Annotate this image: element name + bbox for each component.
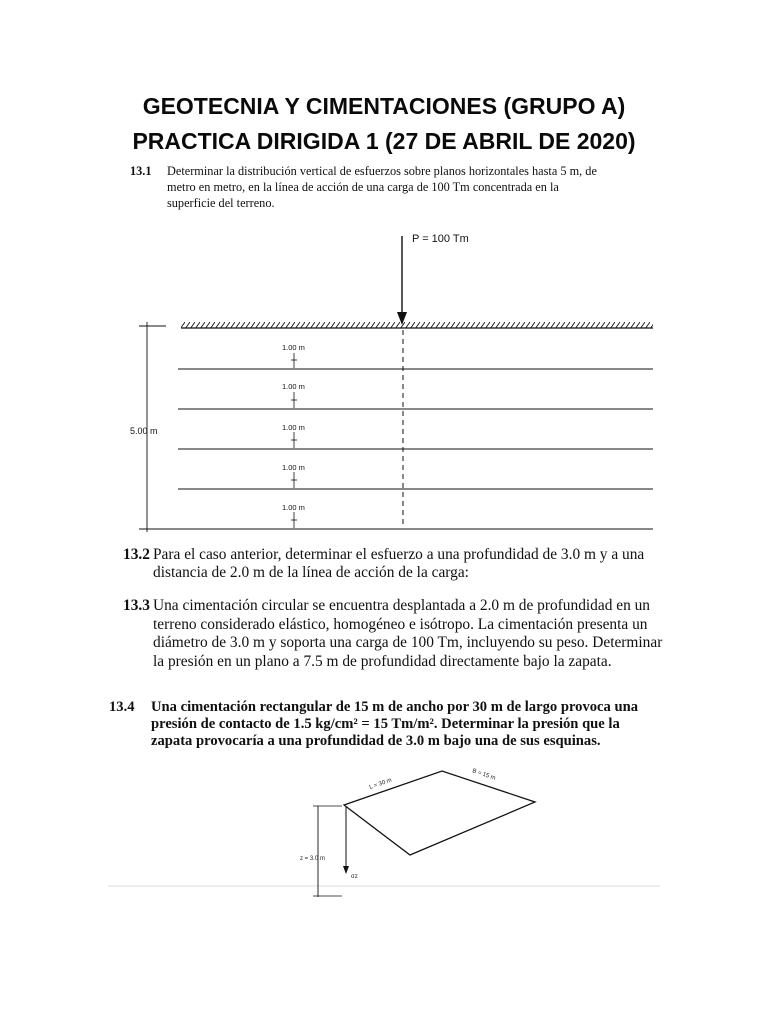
- problem-number: 13.3: [123, 597, 150, 614]
- problem-text: Determinar la distribución vertical de esfuerzos sobre planos horizontales hasta 5 m, de metro en metro, en la línea de acción de una carga de 100 Tm concentrada en la superficie del terreno.: [167, 164, 597, 210]
- stress-arrow-head: [343, 866, 349, 874]
- width-label: B = 15 m: [471, 768, 497, 782]
- stress-label: σz: [351, 874, 358, 880]
- load-label: P = 100 Tm: [412, 233, 469, 245]
- total-depth-label: 5.00 m: [130, 426, 158, 436]
- depth-label: z = 3.0 m: [300, 856, 325, 862]
- problem-text: Para el caso anterior, determinar el esfuerzo a una profundidad de 3.0 m y a una distancia de 2.0 m de la línea de acción de la carga:: [153, 546, 645, 581]
- layer-label-1: 1.00 m: [282, 343, 305, 352]
- problem-number: 13.4: [109, 699, 135, 715]
- layer-label-4: 1.00 m: [282, 463, 305, 472]
- document-title: GEOTECNIA Y CIMENTACIONES (GRUPO A): [142, 93, 626, 119]
- problem-number: 13.2: [123, 546, 150, 563]
- problem-text: Una cimentación rectangular de 15 m de ancho por 30 m de largo provoca una presión de contacto de 1.5 kg/cm² = 15 Tm/m². Determinar la presión que la zapata provocaría a una profundidad de 3.0 m bajo una de sus esquinas.: [151, 699, 638, 749]
- problem-number: 13.1: [130, 164, 152, 178]
- length-label: L = 30 m: [368, 777, 393, 791]
- layer-label-2: 1.00 m: [282, 382, 305, 391]
- document-subtitle: PRACTICA DIRIGIDA 1 (27 DE ABRIL DE 2020): [132, 128, 636, 154]
- problem-text: Una cimentación circular se encuentra desplantada a 2.0 m de profundidad en un terreno considerado elástico, homogéneo e isótropo. La cimentación presenta un diámetro de 3.0 m y soporta una carga de 100 Tm, incluyendo su peso. Determinar la presión en un plano a 7.5 m de profundidad directamente bajo la zapata.: [153, 597, 663, 670]
- layer-label-5: 1.00 m: [282, 503, 305, 512]
- layer-label-3: 1.00 m: [282, 423, 305, 432]
